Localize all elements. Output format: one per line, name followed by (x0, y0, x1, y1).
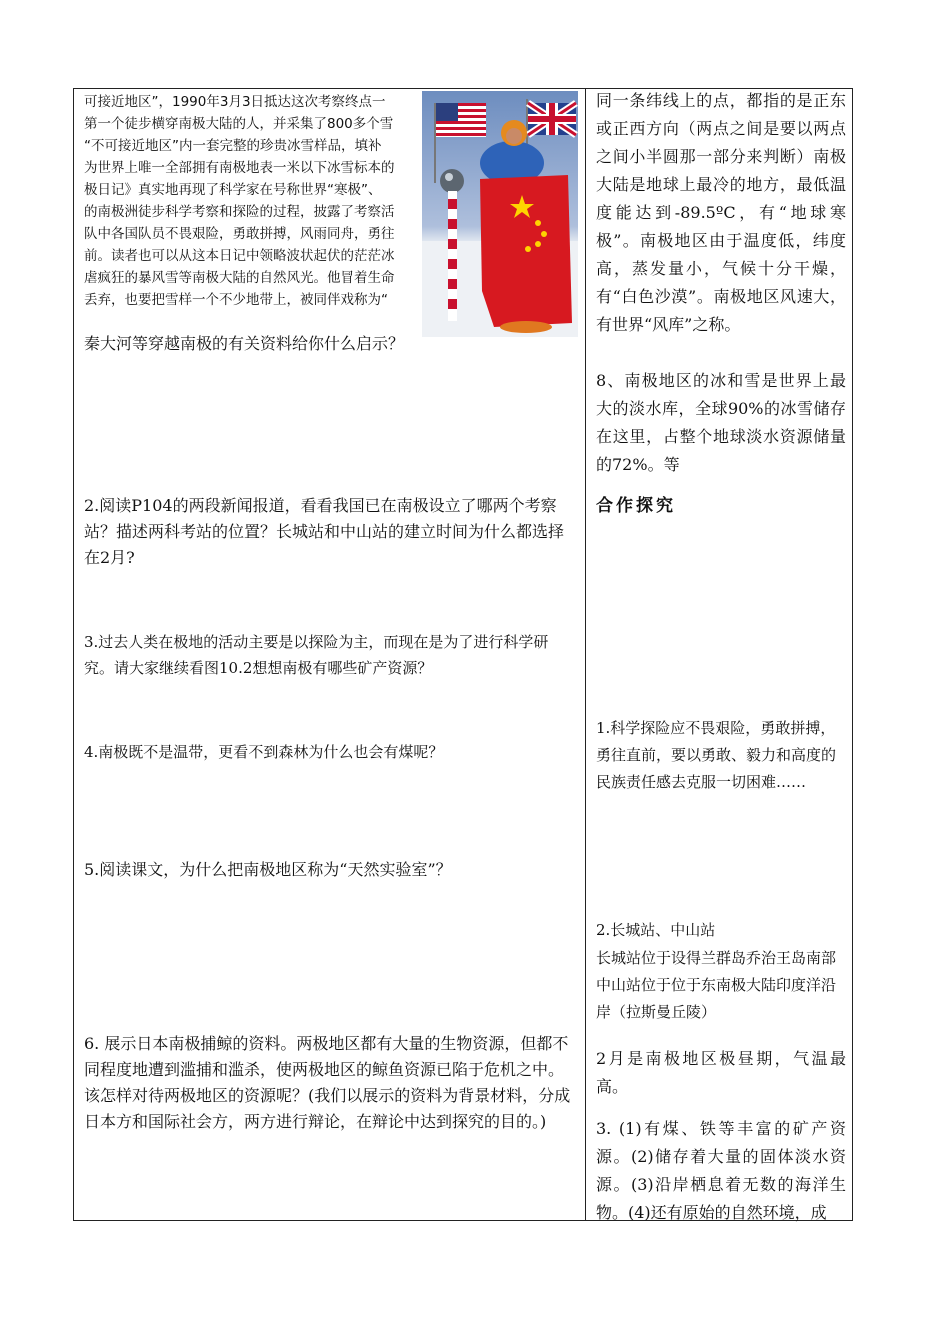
column-divider (585, 89, 586, 1220)
uk-flag-icon (528, 103, 576, 135)
intro-line: 前。读者也可以从这本日记中领略波状起伏的茫茫冰 (84, 248, 395, 264)
question-4: 4.南极既不是温带，更看不到森林为什么也会有煤呢？ (84, 743, 444, 761)
question-1: 秦大河等穿越南极的有关资料给你什么启示？ (84, 334, 405, 353)
intro-line: 的南极洲徒步科学考察和探险的过程，披露了考察活 (84, 204, 395, 220)
intro-line: 虐疯狂的暴风雪等南极大陆的自然风光。他冒着生命 (84, 270, 395, 286)
intro-line: 丢弃，也要把雪样一个不少地带上，被同伴戏称为“ (84, 292, 388, 308)
climate-paragraph: 同一条纬线上的点，都指的是正东或正西方向（两点之间是要以两点之间小半圆那一部分来判断）南极大陆是地球上最冷的地方，最低温度能达到-89.5ºC，有“地球寒极”。南极地区由于温度低，纬度高，蒸发量小，气候十分干燥，有“白色沙漠”。南极地区风速大，有世界“风库”之称。 (596, 91, 846, 334)
answer-2-month: 2月是南极地区极昼期，气温最高。 (596, 1049, 846, 1096)
intro-line: 为世界上唯一全部拥有南极地表一米以下冰雪标本的 (84, 160, 395, 176)
intro-line: 第一个徒步横穿南极大陆的人，并采集了800多个雪 (84, 116, 394, 132)
answer-2-body: 长城站位于设得兰群岛乔治王岛南部 中山站位于位于东南极大陆印度洋沿岸（拉斯曼丘陵） (596, 949, 837, 1021)
answer-1: 1.科学探险应不畏艰险，勇敢拼搏，勇往直前，要以勇敢、毅力和高度的民族责任感去克服一切困难…… (596, 719, 837, 791)
cooperative-inquiry-heading: 合作探究 (596, 496, 676, 516)
intro-line: “不可接近地区”内一套完整的珍贵冰雪样品，填补 (84, 138, 382, 154)
freshwater-paragraph: 8、南极地区的冰和雪是世界上最大的淡水库，全球90%的冰雪储存在这里，占整个地球淡水资源储量的72%。等 (596, 371, 846, 474)
question-3: 3.过去人类在极地的活动主要是以探险为主，而现在是为了进行科学研究。请大家继续看图10.2想想南极有哪些矿产资源？ (84, 633, 549, 677)
intro-line: 可接近地区”，1990年3月3日抵达这次考察终点一 (84, 94, 386, 110)
intro-line: 队中各国队员不畏艰险，勇敢拼搏，风雨同舟，勇往 (84, 226, 395, 242)
intro-line: 极日记》真实地再现了科学家在号称世界“寒极”、 (84, 182, 382, 198)
us-flag-icon (436, 103, 486, 137)
lesson-table (73, 88, 853, 1221)
question-2: 2.阅读P104的两段新闻报道，看看我国已在南极设立了哪两个考察站？描述两科考站的位置？长城站和中山站的建立时间为什么都选择在2月? (84, 496, 565, 567)
antarctic-expedition-photo (422, 91, 578, 337)
answer-3: 3. (1)有煤、铁等丰富的矿产资源。(2)储存着大量的固体淡水资源。(3)沿岸栖息着无数的海洋生物。(4)还有原始的自然环境，成 (596, 1119, 846, 1222)
answer-2-title: 2.长城站、中山站 (596, 921, 716, 939)
intro-paragraph (84, 91, 414, 311)
question-6: 6. 展示日本南极捕鲸的资料。两极地区都有大量的生物资源，但都不同程度地遭到滥捕和滥杀，使两极地区的鲸鱼资源已陷于危机之中。该怎样对待两极地区的资源呢？(我们以展示的资料为背景材料，分成日本方和国际社会方，两方进行辩论，在辩论中达到探究的目的。) (84, 1034, 571, 1131)
photo-illustration (422, 91, 578, 337)
question-5: 5.阅读课文，为什么把南极地区称为“天然实验室”？ (84, 860, 452, 879)
china-flag-icon (480, 175, 572, 327)
